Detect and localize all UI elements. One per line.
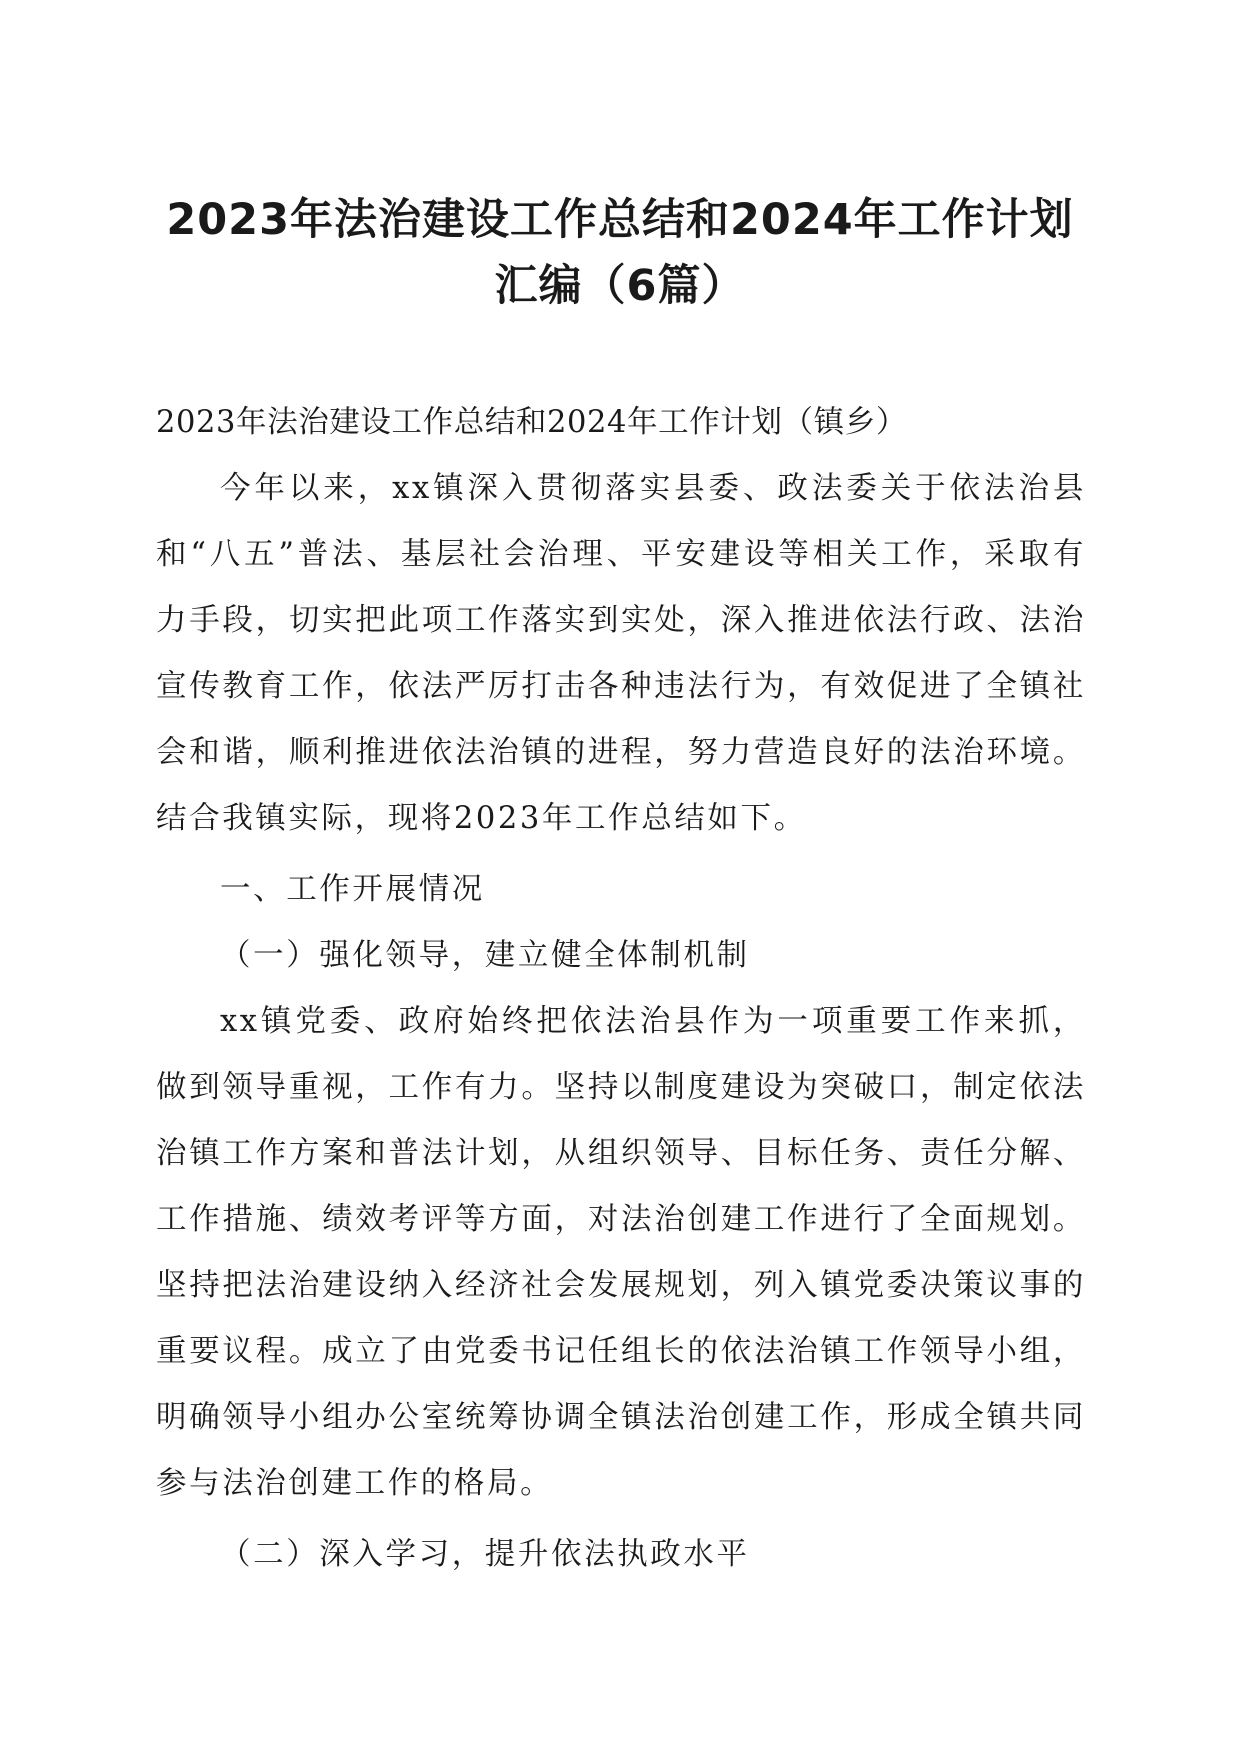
subsection-heading-2: （二）深入学习，提升依法执政水平 — [220, 1537, 750, 1572]
document-body — [156, 390, 1086, 1588]
document-subtitle: 2023年法治建设工作总结和2024年工作计划（镇乡） — [156, 405, 907, 440]
document-title-line-1: 2023年法治建设工作总结和2024年工作计划 — [166, 195, 1074, 245]
paragraph-intro: 今年以来，xx镇深入贯彻落实县委、政法委关于依法治县和“八五”普法、基层社会治理、平安建设等相关工作，采取有力手段，切实把此项工作落实到实处，深入推进依法行政、法治宣传教育工作，依法严厉打击各种违法行为，有效促进了全镇社会和谐，顺利推进依法治镇的进程，努力营造良好的法治环境。结合我镇实际，现将2023年工作总结如下。 — [156, 471, 1086, 836]
paragraph-leadership: xx镇党委、政府始终把依法治县作为一项重要工作来抓，做到领导重视，工作有力。坚持以制度建设为突破口，制定依法治镇工作方案和普法计划，从组织领导、目标任务、责任分解、工作措施、绩效考评等方面，对法治创建工作进行了全面规划。坚持把法治建设纳入经济社会发展规划，列入镇党委决策议事的重要议程。成立了由党委书记任组长的依法治镇工作领导小组，明确领导小组办公室统筹协调全镇法治创建工作，形成全镇共同参与法治创建工作的格局。 — [156, 1004, 1086, 1501]
subsection-heading-1: （一）强化领导，建立健全体制机制 — [220, 938, 750, 973]
document-title-line-2: 汇编（6篇） — [494, 261, 746, 311]
section-heading-1: 一、工作开展情况 — [220, 872, 485, 907]
